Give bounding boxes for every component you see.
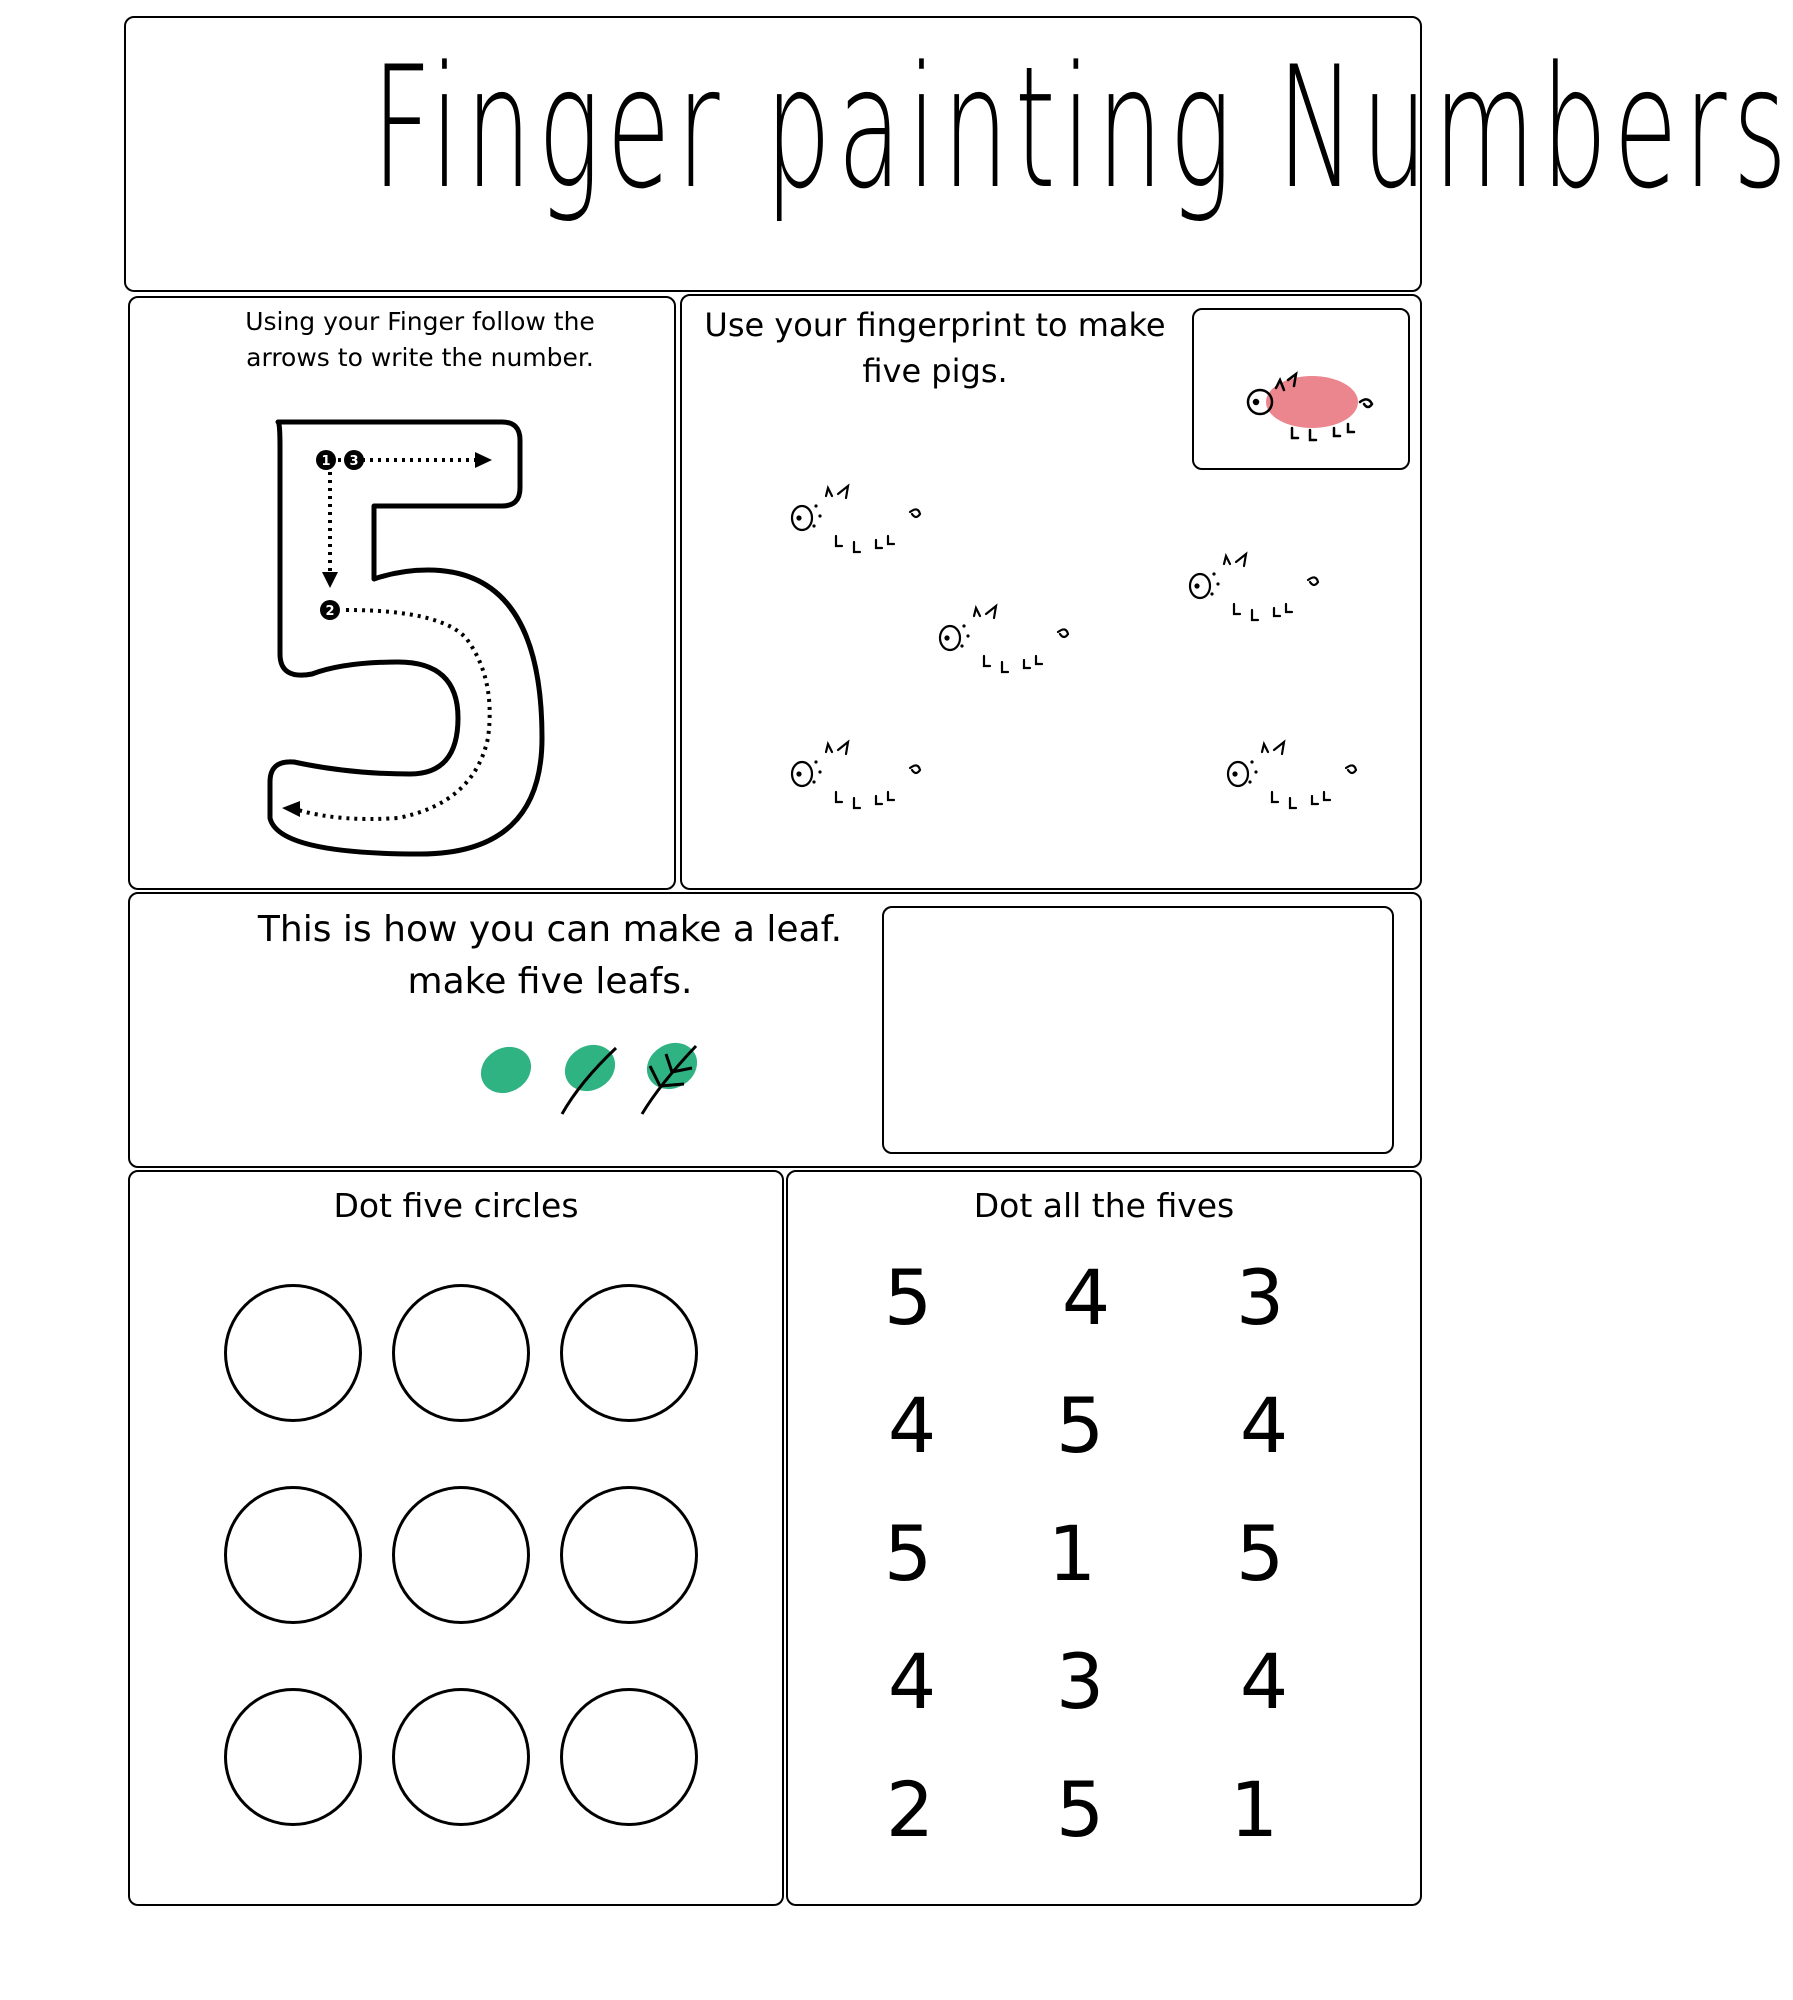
number-cell[interactable]: 5 <box>1055 1381 1105 1470</box>
trace-instruction-line-2: arrows to write the number. <box>246 343 594 373</box>
five-outline <box>270 422 542 854</box>
number-cell[interactable]: 3 <box>1235 1253 1285 1342</box>
stroke-guide-curve <box>298 610 490 819</box>
pigs-instruction-line-2: five pigs. <box>862 352 1008 391</box>
leaf-instruction-line-2: make five leafs. <box>407 961 693 1003</box>
number-cell[interactable]: 5 <box>1055 1765 1105 1854</box>
leaf-example-image <box>430 1022 810 1142</box>
number-cell[interactable]: 2 <box>885 1765 935 1854</box>
number-cell[interactable]: 4 <box>1239 1381 1289 1470</box>
pig-outline-5 <box>1228 742 1356 808</box>
step-marker-2-label: 2 <box>325 604 335 619</box>
dot-circle[interactable] <box>392 1486 530 1624</box>
dot-circle[interactable] <box>392 1688 530 1826</box>
dot-circles-panel <box>128 1170 784 1906</box>
dot-circle[interactable] <box>224 1486 362 1624</box>
dot-fives-panel <box>786 1170 1422 1906</box>
trace-instruction-line-1: Using your Finger follow the <box>245 307 595 336</box>
pig-outline-3 <box>1190 554 1318 620</box>
dot-circles-heading: Dot five circles <box>333 1186 579 1225</box>
leaf-panel <box>128 892 1422 1168</box>
dot-circle[interactable] <box>560 1284 698 1422</box>
arrow-left-icon <box>282 801 300 817</box>
number-cell[interactable]: 5 <box>883 1253 933 1342</box>
pigs-instruction-line-1: Use your fingerprint to make <box>704 306 1166 344</box>
number-cell[interactable]: 4 <box>887 1381 937 1470</box>
leaf-step-3 <box>638 1034 705 1098</box>
number-cell[interactable]: 3 <box>1055 1637 1105 1726</box>
leaf-instructions <box>190 904 910 1008</box>
number-cell[interactable]: 5 <box>1235 1509 1285 1598</box>
dot-circle[interactable] <box>224 1284 362 1422</box>
dot-circle[interactable] <box>560 1486 698 1624</box>
dot-fives-heading: Dot all the fives <box>973 1186 1235 1225</box>
fingerprint-pigs-panel <box>680 294 1422 890</box>
leaf-step-1 <box>472 1038 539 1102</box>
traceable-five-graphic[interactable] <box>130 298 678 892</box>
pig-outline-2 <box>940 606 1068 672</box>
number-cell[interactable]: 4 <box>1061 1253 1111 1342</box>
number-cell[interactable]: 5 <box>883 1509 933 1598</box>
step-marker-1-label: 1 <box>321 454 331 469</box>
number-cell[interactable]: 4 <box>1239 1637 1289 1726</box>
step-marker-3-label: 3 <box>349 454 359 469</box>
number-cell[interactable]: 1 <box>1047 1509 1097 1598</box>
leaf-drawing-area[interactable] <box>882 906 1394 1154</box>
title-box <box>124 16 1793 292</box>
dot-circle[interactable] <box>560 1688 698 1826</box>
pig-outline-1 <box>792 486 920 552</box>
page-title: Finger painting Numbers <box>371 30 1793 226</box>
leaf-step-2 <box>556 1036 623 1100</box>
pig-outline-4 <box>792 742 920 808</box>
number-cell[interactable]: 1 <box>1229 1765 1279 1854</box>
pig-outlines[interactable] <box>682 296 1424 892</box>
arrow-right-icon <box>475 452 492 468</box>
number-cell[interactable]: 4 <box>887 1637 937 1726</box>
arrow-down-icon <box>322 572 338 588</box>
dot-circle[interactable] <box>392 1284 530 1422</box>
dot-circle[interactable] <box>224 1688 362 1826</box>
leaf-instruction-line-1: This is how you can make a leaf. <box>257 909 843 950</box>
trace-number-panel <box>128 296 676 890</box>
